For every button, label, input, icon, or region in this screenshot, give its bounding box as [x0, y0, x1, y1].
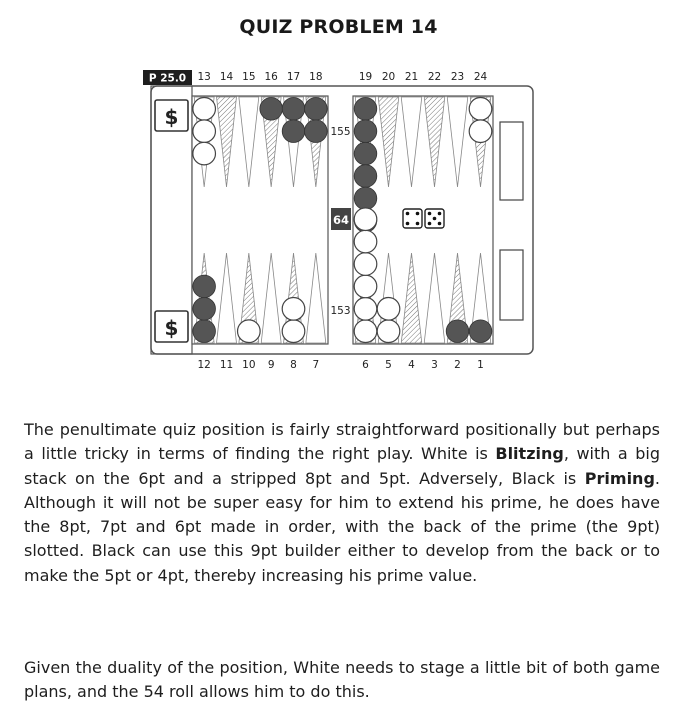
die-pip [406, 222, 410, 226]
die-2 [425, 209, 444, 228]
white-checker [377, 320, 400, 343]
die-pip [438, 222, 442, 226]
white-checker [354, 230, 377, 253]
black-checker [446, 320, 469, 343]
black-checker [354, 165, 377, 188]
white-checker [354, 253, 377, 276]
point-label-9: 9 [267, 359, 275, 371]
point-label-8: 8 [290, 359, 297, 371]
die-pip [433, 217, 437, 221]
die-face [403, 209, 422, 228]
point-label-4: 4 [408, 359, 415, 371]
paragraph-analysis [24, 418, 660, 588]
bar-cube-value: 64 [332, 213, 350, 227]
pip-count-top: 155 [330, 126, 351, 138]
white-checker [193, 120, 216, 143]
white-checker [469, 120, 492, 143]
point-label-23: 23 [450, 71, 465, 83]
point-label-20: 20 [381, 71, 396, 83]
text-run: . Although it will not be super easy for him to extend his prime, he does have the 8pt, 7pt and 6pt made in order, with the back of the prime (the 9pt) slotted. Black can use this 9pt builder either to develop from the back or to make the 5pt or 4pt, thereby increasing his prime value. [24, 468, 660, 585]
die-pip [416, 212, 420, 216]
cube-bottom-symbol: $ [164, 316, 179, 340]
die-pip [406, 212, 410, 216]
black-checker [469, 320, 492, 343]
black-checker [354, 120, 377, 143]
white-checker [238, 320, 261, 343]
black-checker [193, 298, 216, 321]
bearoff-tray-top [500, 122, 523, 200]
point-label-6: 6 [362, 359, 369, 371]
point-label-16: 16 [264, 71, 278, 83]
die-pip [438, 212, 442, 216]
term-priming: Priming [584, 468, 655, 488]
point-label-10: 10 [242, 359, 256, 371]
white-checker [282, 320, 305, 343]
die-pip [416, 222, 420, 226]
black-checker [282, 120, 305, 143]
point-label-13: 13 [197, 71, 211, 83]
point-label-14: 14 [219, 71, 234, 83]
point-label-17: 17 [286, 71, 301, 83]
die-pip [428, 222, 432, 226]
term-blitzing: Blitzing [495, 444, 564, 464]
point-label-19: 19 [358, 71, 373, 83]
point-label-7: 7 [312, 359, 320, 371]
black-checker [305, 120, 328, 143]
black-checker [260, 98, 283, 121]
black-checker [354, 187, 377, 210]
point-label-1: 1 [477, 359, 484, 371]
page-title: QUIZ PROBLEM 14 [239, 16, 438, 38]
point-label-3: 3 [431, 359, 438, 371]
pip-count-bottom: 153 [330, 305, 351, 317]
point-label-22: 22 [427, 71, 442, 83]
black-checker [282, 98, 305, 121]
point-label-24: 24 [473, 71, 488, 83]
point-label-15: 15 [242, 71, 256, 83]
point-label-2: 2 [454, 359, 461, 371]
black-checker [354, 98, 377, 121]
white-checker [377, 298, 400, 321]
white-checker [469, 98, 492, 121]
white-checker [354, 298, 377, 321]
black-checker [354, 142, 377, 165]
point-label-5: 5 [385, 359, 392, 371]
white-checker [354, 208, 377, 231]
text-run: , with a big stack on the 6pt and a stripped 8pt and 5pt. Adversely, Black is [24, 444, 660, 488]
white-checker [193, 142, 216, 165]
die-pip [428, 212, 432, 216]
black-checker [193, 320, 216, 343]
cube-top-symbol: $ [164, 105, 179, 129]
text-run: The penultimate quiz position is fairly straightforward positionally but perhaps a little tricky in terms of finding the right play. White is [24, 420, 660, 464]
bearoff-tray-bottom [500, 250, 523, 320]
point-label-18: 18 [309, 71, 323, 83]
white-checker [193, 98, 216, 121]
white-checker [354, 320, 377, 343]
white-checker [282, 298, 305, 321]
paragraph-conclusion: Given the duality of the position, White needs to stage a little bit of both game plans, and the 54 roll allows him to do this. [24, 658, 660, 702]
point-label-21: 21 [404, 71, 419, 83]
white-checker [354, 275, 377, 298]
black-checker [193, 275, 216, 298]
die-1 [403, 209, 422, 228]
point-label-12: 12 [197, 359, 211, 371]
match-label: P 25.0 [148, 72, 187, 85]
black-checker [305, 98, 328, 121]
point-label-11: 11 [219, 359, 234, 371]
